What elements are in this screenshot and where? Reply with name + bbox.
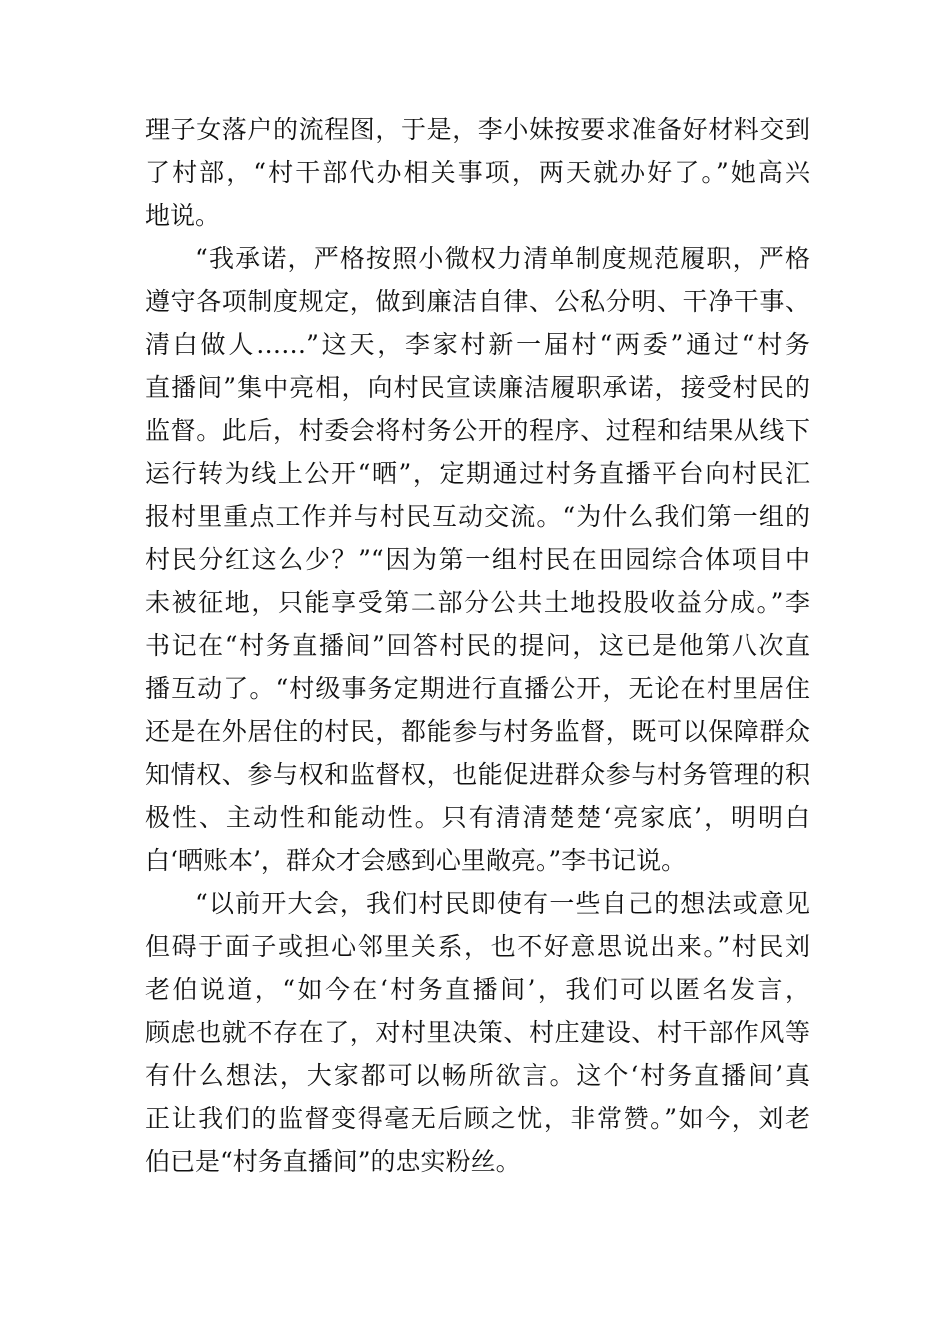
text-line: 有什么想法，大家都可以畅所欲言。这个‘村务直播间’真 (145, 1061, 810, 1090)
text-line: 监督。此后，村委会将村务公开的程序、过程和结果从线下 (145, 416, 810, 445)
text-line: 清白做人……”这天，李家村新一届村“两委”通过“村务 (145, 330, 810, 359)
text-line: 遵守各项制度规定，做到廉洁自律、公私分明、干净干事、 (145, 287, 810, 316)
text-line: 伯已是“村务直播间”的忠实粉丝。 (145, 1147, 521, 1176)
text-line: 还是在外居住的村民，都能参与村务监督，既可以保障群众 (145, 717, 810, 746)
text-line: 正让我们的监督变得毫无后顾之忧，非常赞。”如今，刘老 (145, 1104, 810, 1133)
text-line: 地说。 (145, 201, 221, 230)
text-line: 未被征地，只能享受第二部分公共土地投股收益分成。”李 (145, 588, 810, 617)
text-line: 运行转为线上公开“晒”，定期通过村务直播平台向村民汇 (145, 459, 810, 488)
text-line: 直播间”集中亮相，向村民宣读廉洁履职承诺，接受村民的 (145, 373, 810, 402)
article-body (145, 108, 810, 1183)
text-line: 白‘晒账本’，群众才会感到心里敞亮。”李书记说。 (145, 846, 687, 875)
text-line: 了村部，“村干部代办相关事项，两天就办好了。”她高兴 (145, 158, 810, 187)
text-line: 但碍于面子或担心邻里关系，也不好意思说出来。”村民刘 (145, 932, 810, 961)
text-line: 村民分红这么少？”“因为第一组村民在田园综合体项目中 (145, 545, 810, 574)
text-line: 极性、主动性和能动性。只有清清楚楚‘亮家底’，明明白 (145, 803, 810, 832)
text-line: “我承诺，严格按照小微权力清单制度规范履职，严格 (195, 244, 810, 273)
text-line: 书记在“村务直播间”回答村民的提问，这已是他第八次直 (145, 631, 810, 660)
text-line: 理子女落户的流程图，于是，李小妹按要求准备好材料交到 (145, 115, 810, 144)
text-line: 播互动了。“村级事务定期进行直播公开，无论在村里居住 (145, 674, 810, 703)
text-line: 知情权、参与权和监督权，也能促进群众参与村务管理的积 (145, 760, 810, 789)
text-line: 顾虑也就不存在了，对村里决策、村庄建设、村干部作风等 (145, 1018, 810, 1047)
text-line: 老伯说道，“如今在‘村务直播间’，我们可以匿名发言， (145, 975, 810, 1004)
text-line: “以前开大会，我们村民即使有一些自己的想法或意见 (195, 889, 810, 918)
text-line: 报村里重点工作并与村民互动交流。“为什么我们第一组的 (145, 502, 810, 531)
